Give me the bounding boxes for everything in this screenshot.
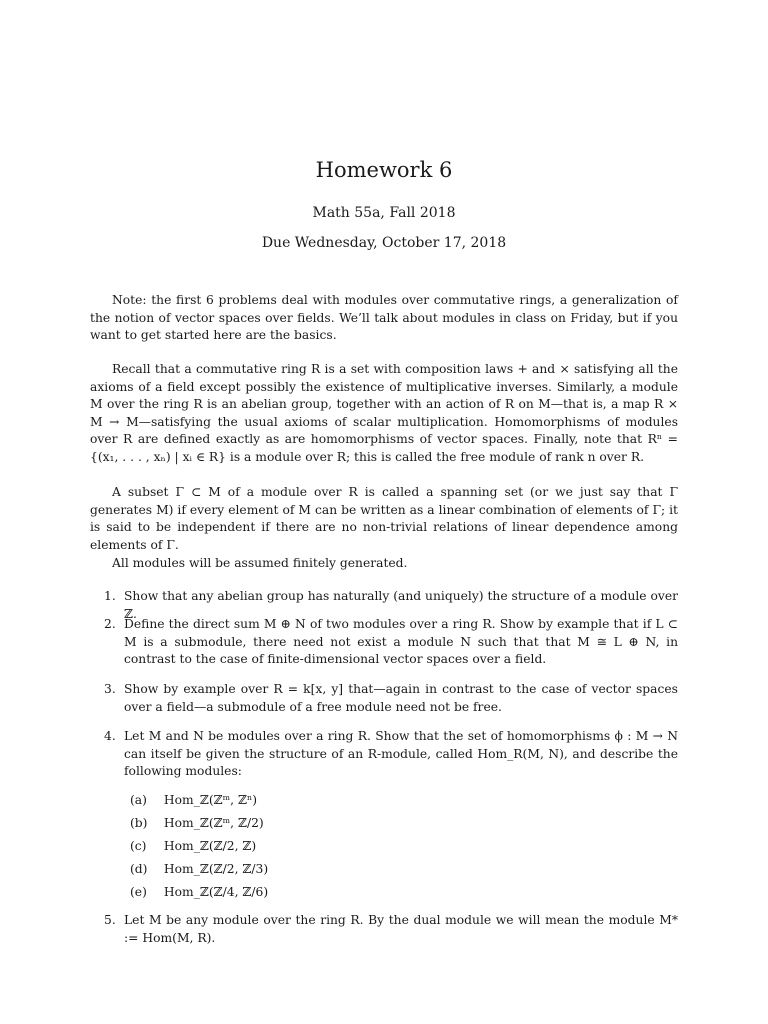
intro-note-paragraph: Note: the first 6 problems deal with modules over commutative rings, a generalization of the notion of vector spaces over fields. We’ll talk about modules in class on Friday, but if you want to get started here are the basics. xyxy=(90,293,678,342)
subitem-label: (d) xyxy=(130,862,148,876)
subitem-label: (c) xyxy=(130,839,147,853)
subitem-text: Hom_ℤ(ℤ/4, ℤ/6) xyxy=(163,885,269,899)
spanning-set-paragraph: A subset Γ ⊂ M of a module over R is called a spanning set (or we just say that Γ generates M) if every element of M can be written as a linear combination of elements of Γ; it is said to be independent if there are no non-trivial relations of linear dependence among elements of Γ. xyxy=(90,485,678,552)
problem-number: 4. xyxy=(104,729,116,743)
problem-text: Define the direct sum M ⊕ N of two modules over a ring R. Show by example that if L ⊂ M is a submodule, there need not exist a module N such that that M ≅ L ⊕ N, in contrast to the case of finite-dimensional vector spaces over a field. xyxy=(124,617,678,666)
subitem-e xyxy=(124,884,524,902)
subitem-b xyxy=(124,815,524,833)
subitem-text: Hom_ℤ(ℤᵐ, ℤⁿ) xyxy=(163,793,258,807)
problem-3 xyxy=(90,681,678,716)
problem-number: 5. xyxy=(104,913,116,927)
problem-4 xyxy=(90,728,678,781)
problem-text: Let M and N be modules over a ring R. Show that the set of homomorphisms ϕ : M → N can itself be given the structure of an R-module, called Hom_R(M, N), and describe the following modules: xyxy=(124,729,678,778)
definitions-paragraph: Recall that a commutative ring R is a set with composition laws + and × satisfying all the axioms of a field except possibly the existence of multiplicative inverses. Similarly, a module M over the ring R is an abelian group, together with an action of R on M—that is, a map R × M → M—satisfying the usual axioms of scalar multiplication. Homomorphisms of modules over R are defined exactly as are homomorphisms of vector spaces. Finally, note that Rⁿ = {(x₁, . . . , xₙ) | xᵢ ∈ R} is a module over R; this is called the free module of rank n over R. xyxy=(90,362,678,464)
due-date-line: Due Wednesday, October 17, 2018 xyxy=(261,235,507,251)
subitem-c xyxy=(124,838,524,856)
course-line: Math 55a, Fall 2018 xyxy=(312,205,456,221)
subitem-text: Hom_ℤ(ℤ/2, ℤ) xyxy=(163,839,257,853)
subitem-text: Hom_ℤ(ℤᵐ, ℤ/2) xyxy=(163,816,264,830)
problem-number: 2. xyxy=(104,617,116,631)
subitem-label: (b) xyxy=(130,816,148,830)
subitem-label: (e) xyxy=(130,885,147,899)
problem-number: 1. xyxy=(104,589,116,603)
assumption-paragraph: All modules will be assumed finitely generated. xyxy=(112,556,408,570)
problem-number: 3. xyxy=(104,682,116,696)
problem-text: Show that any abelian group has naturally (and uniquely) the structure of a module over ℤ. xyxy=(124,589,678,621)
problem-text: Show by example over R = k[x, y] that—again in contrast to the case of vector spaces over a field—a submodule of a free module need not be free. xyxy=(124,682,678,714)
subitem-d xyxy=(124,861,524,879)
subitem-text: Hom_ℤ(ℤ/2, ℤ/3) xyxy=(163,862,269,876)
problem-5 xyxy=(90,912,678,947)
subitem-label: (a) xyxy=(130,793,147,807)
problem-text: Let M be any module over the ring R. By the dual module we will mean the module M* := Hom(M, R). xyxy=(124,913,678,945)
subitem-a xyxy=(124,792,524,810)
problem-2 xyxy=(90,616,678,669)
page-title: Homework 6 xyxy=(315,158,453,182)
